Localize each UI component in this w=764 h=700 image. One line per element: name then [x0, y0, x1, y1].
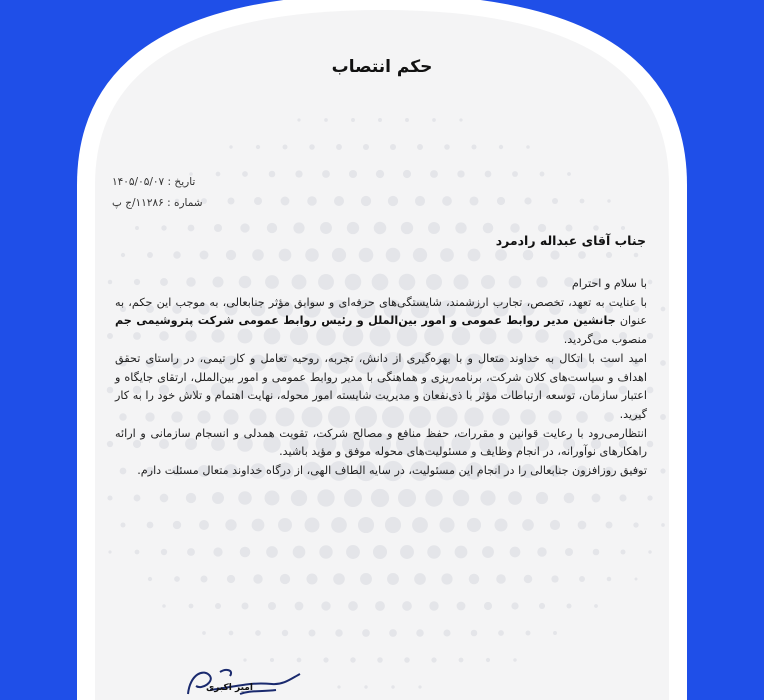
appointment-paragraph: با عنایت به تعهد، تخصص، تجارب ارزشمند، شایستگی‌های حرفه‌ای و سوابق مؤثر جنابعالی، به موجب این حکم، به عنوان جانشین مدیر روابط عمومی و امور بین‌الملل و رئیس روابط عمومی شرکت پتروشیمی جم منصوب می‌گردید. [115, 295, 647, 347]
number-label: شماره : [167, 197, 203, 209]
number-line [112, 197, 312, 209]
expectation-paragraph: امید است با اتکال به خداوند متعال و با بهره‌گیری از دانش، تجربه، روحیه تعامل و کار تیمی، در راستای تحقق اهداف و سیاست‌های کلان شرکت، برنامه‌ریزی و هماهنگی با مدیر روابط عمومی و امور بین‌الملل، ارتقای جایگاه و اعتبار سازمان، توسعه ارتباطات مؤثر با ذی‌نفعان و مدیریت شایسته امور محوله، نهایت اهتمام و تلاش خود را به کار گیرید. [115, 351, 647, 421]
rules-paragraph: انتظارمی‌رود با رعایت قوانین و مقررات، حفظ منافع و مصالح شرکت، تقویت همدلی و انسجام سازمانی و ارائه راهکارهای نوآورانه، در انجام وظایف و مسئولیت‌های محوله موفق و مؤید باشید. [115, 426, 647, 459]
date-label: تاریخ : [167, 176, 196, 188]
number-value: ۱۱۲۸۶/ج پ [112, 197, 164, 209]
appointment-title: جانشین مدیر روابط عمومی و امور بین‌الملل و رئیس روابط عمومی شرکت پتروشیمی جم [115, 314, 616, 328]
closing-paragraph: توفیق روزافزون جنابعالی را در انجام این مسئولیت، در سایه الطاف الهی، از درگاه خداوند متعال مسئلت دارم. [137, 464, 647, 478]
greeting: با سلام و احترام [571, 277, 647, 290]
date-value: ۱۴۰۵/۰۵/۰۷ [112, 176, 165, 188]
letter-body [115, 275, 647, 481]
document-title: حکم انتصاب [331, 57, 433, 77]
signature-image [180, 664, 320, 700]
date-line [112, 176, 312, 188]
addressee: جناب آقای عبداله رادمرد [495, 233, 646, 248]
signature-name: امیر اکبری [206, 683, 253, 693]
